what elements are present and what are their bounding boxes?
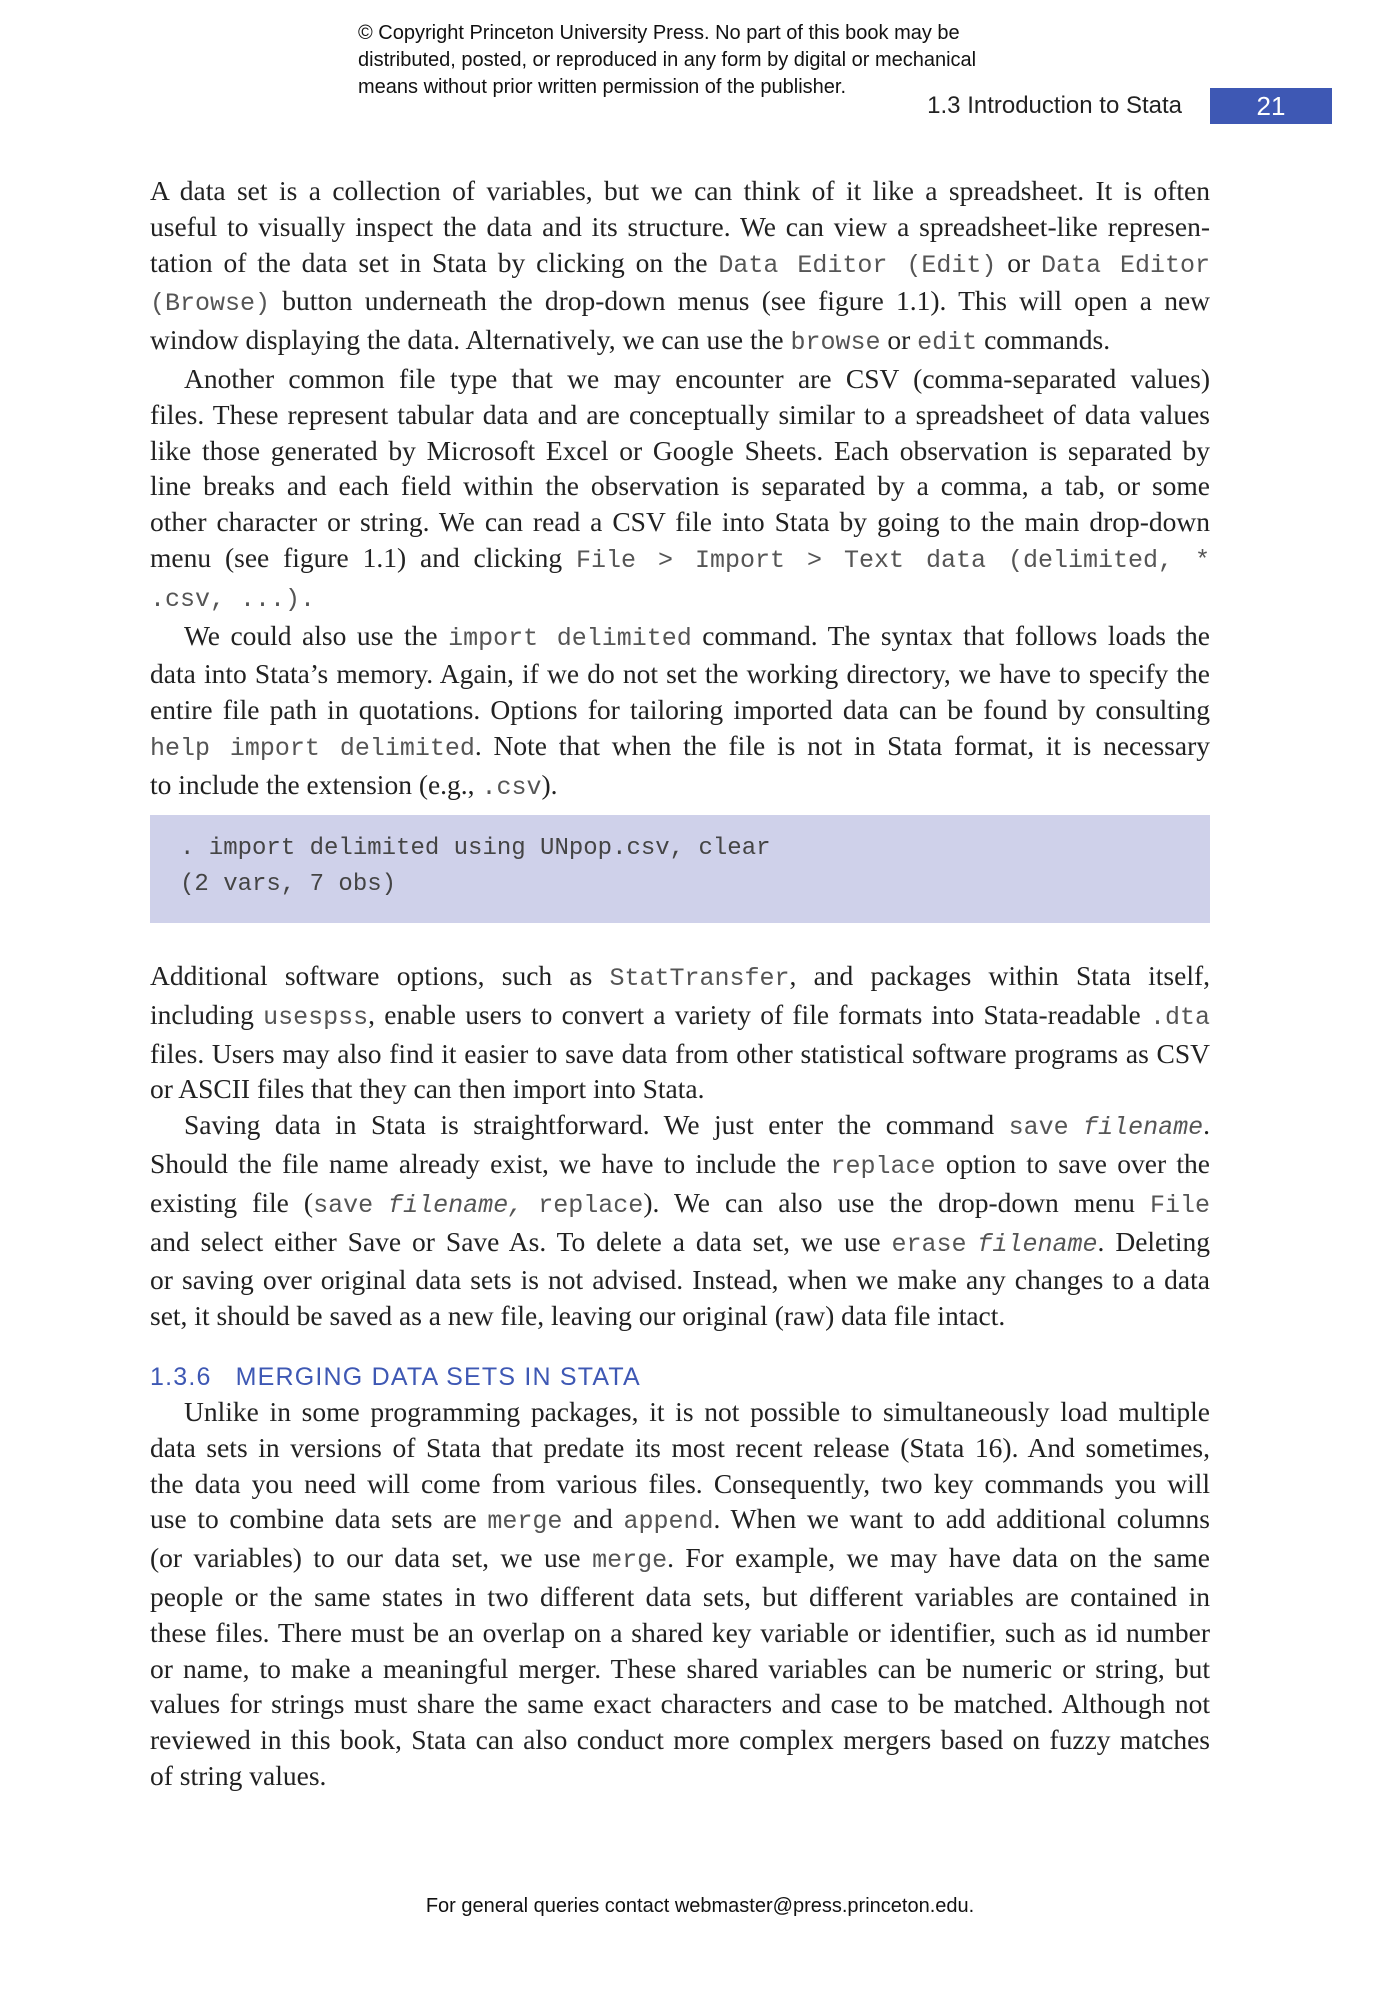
section-title: MERGING DATA SETS IN STATA bbox=[235, 1363, 641, 1391]
inline-code: usespss bbox=[263, 1002, 369, 1032]
text-run: Additional software options, such as bbox=[150, 960, 593, 991]
inline-code: append bbox=[623, 1507, 714, 1537]
text-run: option to save over the bbox=[945, 1147, 1211, 1179]
text-run: . Note that when the file is not in Stata format, it is necessary bbox=[474, 729, 1210, 761]
inline-code: import delimited bbox=[448, 623, 692, 653]
text-line bbox=[150, 579, 1210, 618]
text-line: line breaks and each field within the observation is separated by a comma, a tab, or some bbox=[150, 470, 1210, 502]
paragraph-software-options bbox=[150, 958, 1210, 1107]
text-run: and select either Save or Save As. To delete a data set, we use bbox=[150, 1225, 881, 1257]
text-run: We could also use the bbox=[184, 619, 438, 651]
text-line: people or the same states in two different data sets, but different variables are contained in bbox=[150, 1580, 1210, 1612]
inline-code: (Browse) bbox=[150, 289, 271, 319]
text-line bbox=[150, 540, 1210, 579]
text-run: menu (see figure 1.1) and clicking bbox=[150, 541, 563, 573]
section-heading bbox=[150, 1363, 641, 1392]
text-run: . For example, we may have data on the same bbox=[667, 1542, 1210, 1574]
text-line: or ASCII files that they can then import into Stata. bbox=[150, 1073, 705, 1105]
text-run: existing file ( bbox=[150, 1186, 314, 1218]
text-line bbox=[150, 997, 1210, 1036]
copyright-line: distributed, posted, or reproduced in any form by digital or mechanical bbox=[358, 49, 977, 71]
inline-code: browse bbox=[790, 328, 881, 358]
text-line: data sets in versions of Stata that predate its most recent release (Stata 16). And sometimes, bbox=[150, 1431, 1210, 1463]
text-line: other character or string. We can read a CSV file into Stata by going to the main drop-down bbox=[150, 506, 1210, 538]
code-block bbox=[150, 815, 1210, 923]
inline-code: help import delimited bbox=[150, 733, 475, 763]
text-line bbox=[150, 322, 1210, 361]
inline-code: File bbox=[1150, 1190, 1211, 1220]
inline-code-italic: filename bbox=[977, 1229, 1098, 1259]
text-line: of string values. bbox=[150, 1759, 327, 1791]
copyright-notice bbox=[358, 20, 1078, 101]
text-run: , enable users to convert a variety of file formats into Stata-readable bbox=[368, 998, 1141, 1030]
text-run: Should the file name already exist, we have to include the bbox=[150, 1147, 821, 1179]
code-line-output: (2 vars, 7 obs) bbox=[180, 871, 397, 898]
text-run: command. The syntax that follows loads the bbox=[702, 619, 1210, 651]
text-run: commands. bbox=[984, 324, 1111, 356]
text-line: the data you need will come from various files. Consequently, two key commands you will bbox=[150, 1467, 1210, 1499]
text-line bbox=[150, 767, 1210, 806]
paragraph-csv-files bbox=[150, 361, 1210, 618]
code-line-command: . import delimited using UNpop.csv, clear bbox=[180, 835, 771, 862]
body-text-bottom bbox=[150, 1394, 1210, 1794]
text-run: use to combine data sets are bbox=[150, 1503, 477, 1535]
text-run: tation of the data set in Stata by clicking on the bbox=[150, 246, 708, 278]
inline-code: merge bbox=[592, 1546, 668, 1576]
text-line: useful to visually inspect the data and its structure. We can view a spreadsheet-like represen- bbox=[150, 210, 1210, 242]
inline-code: .csv bbox=[481, 772, 542, 802]
text-line bbox=[150, 1185, 1210, 1224]
text-line: set, it should be saved as a new file, leaving our original (raw) data file intact. bbox=[150, 1300, 1006, 1332]
inline-code: replace bbox=[538, 1190, 644, 1220]
text-run: including bbox=[150, 998, 254, 1030]
paragraph-saving-data bbox=[150, 1107, 1210, 1334]
text-run: or bbox=[1007, 246, 1031, 278]
text-line: files. These represent tabular data and are conceptually similar to a spreadsheet of data values bbox=[150, 398, 1210, 430]
text-line bbox=[150, 1540, 1210, 1579]
text-line: data into Stata’s memory. Again, if we do not set the working directory, we have to specify the bbox=[150, 658, 1210, 690]
text-line bbox=[150, 1501, 1210, 1540]
text-run: and bbox=[573, 1503, 613, 1535]
text-line bbox=[150, 1146, 1210, 1185]
paragraph-merging bbox=[150, 1394, 1210, 1794]
text-run: to include the extension (e.g., bbox=[150, 768, 475, 800]
inline-code: replace bbox=[830, 1151, 936, 1181]
inline-code: Data Editor bbox=[1041, 250, 1211, 280]
text-line: reviewed in this book, Stata can also conduct more complex mergers based on fuzzy matches bbox=[150, 1724, 1210, 1756]
copyright-line: means without prior written permission of the publisher. bbox=[358, 76, 847, 98]
inline-code: File > Import > Text data (delimited, * bbox=[576, 545, 1210, 575]
paragraph-import-delimited bbox=[150, 618, 1210, 806]
text-line: like those generated by Microsoft Excel or Google Sheets. Each observation is separated by bbox=[150, 434, 1210, 466]
body-text-top bbox=[150, 173, 1210, 806]
text-run: ). We can also use the drop-down menu bbox=[643, 1186, 1135, 1218]
body-text-middle bbox=[150, 958, 1210, 1334]
text-line: entire file path in quotations. Options for tailoring imported data can be found by consulting bbox=[150, 694, 1210, 726]
text-line: values for strings must share the same exact characters and case to be matched. Although not bbox=[150, 1688, 1210, 1720]
text-line bbox=[150, 283, 1210, 322]
inline-code: StatTransfer bbox=[609, 964, 790, 993]
text-line bbox=[150, 728, 1210, 767]
inline-code: erase bbox=[891, 1229, 967, 1259]
text-run: , and packages within Stata itself, bbox=[789, 960, 1210, 991]
footer-contact: For general queries contact webmaster@press.princeton.edu. bbox=[425, 1895, 975, 1917]
text-line: or saving over original data sets is not advised. Instead, when we make any changes to a data bbox=[150, 1264, 1210, 1296]
page-number: 21 bbox=[1210, 88, 1332, 124]
text-run: (or variables) to our data set, we use bbox=[150, 1542, 581, 1574]
text-line: these files. There must be an overlap on a shared key variable or identifier, such as id number bbox=[150, 1616, 1210, 1648]
text-line bbox=[150, 618, 1210, 657]
paragraph-data-set-intro bbox=[150, 173, 1210, 361]
text-line bbox=[150, 958, 1210, 997]
text-run: window displaying the data. Alternatively, we can use the bbox=[150, 324, 784, 356]
text-run: . Deleting bbox=[1097, 1225, 1211, 1257]
copyright-line: © Copyright Princeton University Press. No part of this book may be bbox=[358, 22, 960, 44]
inline-code: Data Editor (Edit) bbox=[718, 250, 997, 280]
text-run: . When we want to add additional columns bbox=[713, 1503, 1210, 1535]
inline-code-italic: filename bbox=[1083, 1113, 1204, 1143]
text-line bbox=[150, 1107, 1210, 1146]
inline-code: save bbox=[313, 1190, 374, 1220]
inline-code-italic: filename, bbox=[388, 1190, 524, 1220]
text-run: . bbox=[1203, 1109, 1211, 1141]
text-line: A data set is a collection of variables, but we can think of it like a spreadsheet. It is often bbox=[150, 175, 1210, 206]
text-line: Unlike in some programming packages, it is not possible to simultaneously load multiple bbox=[184, 1396, 1210, 1427]
text-run: Saving data in Stata is straightforward. We just enter the command bbox=[184, 1109, 995, 1141]
text-line bbox=[150, 245, 1210, 284]
running-head: 1.3 Introduction to Stata bbox=[927, 92, 1182, 119]
inline-code: .csv, ...). bbox=[150, 584, 316, 614]
text-run: ). bbox=[541, 768, 558, 800]
inline-code: .dta bbox=[1150, 1002, 1211, 1032]
text-line: Another common file type that we may encounter are CSV (comma-separated values) bbox=[184, 362, 1210, 394]
text-line bbox=[150, 1224, 1210, 1263]
text-line: or name, to make a meaningful merger. These shared variables can be numeric or string, but bbox=[150, 1652, 1210, 1684]
section-number: 1.3.6 bbox=[150, 1363, 212, 1391]
text-run: button underneath the drop-down menus (see figure 1.1). This will open a new bbox=[282, 285, 1211, 317]
text-line: files. Users may also find it easier to save data from other statistical software programs as CSV bbox=[150, 1037, 1210, 1069]
inline-code: edit bbox=[917, 328, 978, 358]
inline-code: merge bbox=[487, 1507, 563, 1537]
text-run: or bbox=[887, 324, 911, 356]
inline-code: save bbox=[1008, 1113, 1069, 1143]
